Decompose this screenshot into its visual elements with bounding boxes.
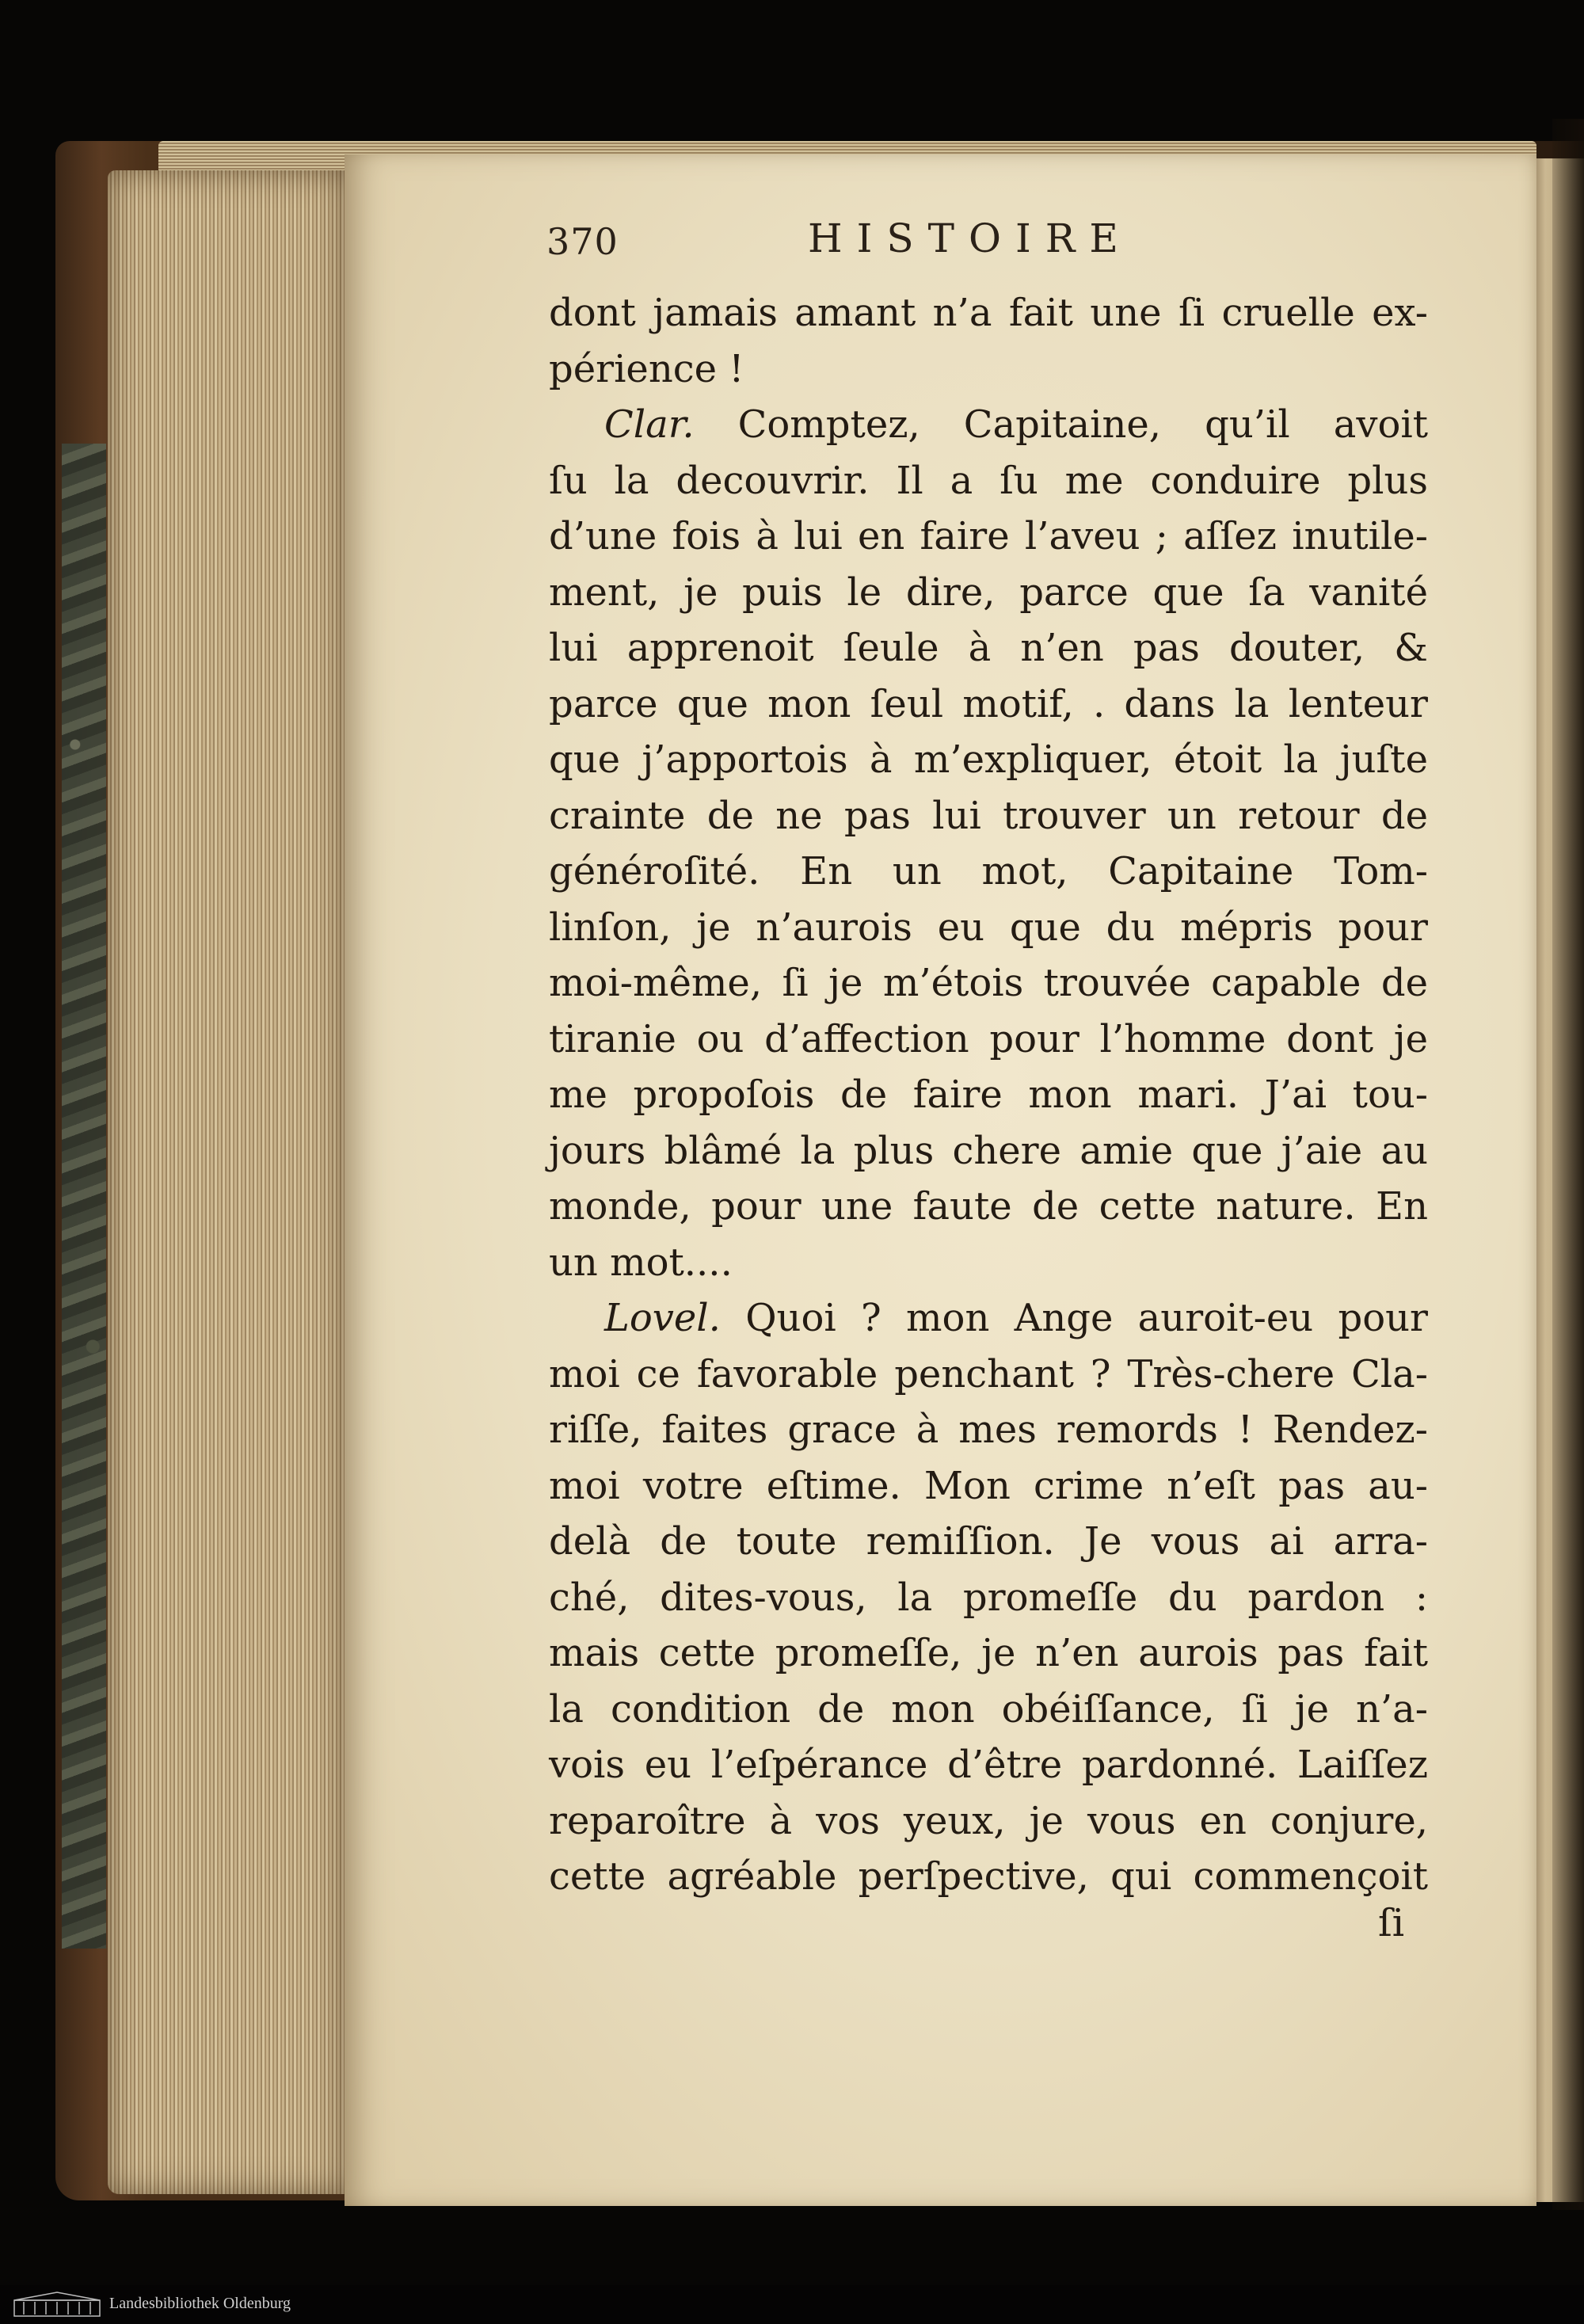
text-line: vois eu l’eſpérance d’être pardonné. Laiſſez — [549, 1743, 1428, 1787]
text-line: d’une fois à lui en faire l’aveu ; aſſez inutile- — [549, 514, 1428, 558]
text-line — [549, 397, 1428, 453]
text-line: jours blâmé la plus chere amie que j’aie au — [549, 1128, 1428, 1173]
speaker-label: Lovel. — [604, 1296, 721, 1340]
text-line: ſu la decouvrir. Il a ſu me conduire plus — [549, 458, 1428, 503]
text-line: moi ce favorable penchant ? Très-chere Cla- — [549, 1351, 1428, 1396]
gutter-shadow — [1552, 119, 1584, 2210]
text-line: dont jamais amant n’a fait une ſi cruelle ex- — [549, 291, 1428, 335]
running-head-title: HISTOIRE — [808, 215, 1133, 261]
text-line: moi votre eſtime. Mon crime n’eſt pas au- — [549, 1463, 1428, 1508]
text-line: ché, dites-vous, la promeſſe du pardon : — [549, 1575, 1428, 1620]
text-line: ment, je puis le dire, parce que ſa vanité — [549, 570, 1428, 615]
library-building-icon — [13, 2291, 101, 2318]
text-line: un mot.... — [549, 1240, 733, 1285]
text-line: périence ! — [549, 346, 744, 391]
page-number: 370 — [546, 220, 619, 263]
footer-label: Landesbibliothek Oldenburg — [109, 2295, 291, 2312]
page-text — [549, 285, 1428, 1905]
marbled-cover-edge — [62, 444, 106, 1949]
text-line-body: Comptez, Capitaine, qu’il avoit — [694, 402, 1428, 447]
text-line: parce que mon ſeul motif, . dans la lenteur — [549, 681, 1428, 726]
text-line: que j’apportois à m’expliquer, étoit la juſte — [549, 737, 1428, 782]
text-line: moi-même, ſi je m’étois trouvée capable de — [549, 961, 1428, 1005]
text-line: me propoſois de faire mon mari. J’ai tou- — [549, 1072, 1428, 1117]
speaker-label: Clar. — [604, 402, 695, 447]
catchword: ſi — [1378, 1901, 1405, 1945]
page-block-edges — [108, 170, 345, 2194]
text-line-body: Quoi ? mon Ange auroit-eu pour — [720, 1296, 1428, 1340]
text-line: mais cette promeſſe, je n’en aurois pas fait — [549, 1631, 1428, 1675]
text-line: linſon, je n’aurois eu que du mépris pour — [549, 905, 1428, 950]
text-line: riſſe, faites grace à mes remords ! Rendez- — [549, 1408, 1428, 1452]
text-line — [549, 1290, 1428, 1347]
text-line: crainte de ne pas lui trouver un retour de — [549, 793, 1428, 838]
text-line: cette agréable perſpective, qui commençoit — [549, 1854, 1428, 1899]
text-line: monde, pour une faute de cette nature. En — [549, 1184, 1428, 1229]
text-line: généroſité. En un mot, Capitaine Tom- — [549, 849, 1428, 893]
running-head — [546, 215, 1449, 276]
text-line: lui apprenoit ſeule à n’en pas douter, & — [549, 626, 1428, 670]
text-line: tiranie ou d’affection pour l’homme dont je — [549, 1016, 1428, 1061]
text-line: la condition de mon obéiſſance, ſi je n’a- — [549, 1686, 1428, 1732]
text-line: reparoître à vos yeux, je vous en conjure, — [549, 1798, 1428, 1843]
text-line: delà de toute remiſſion. Je vous ai arra- — [549, 1519, 1428, 1564]
